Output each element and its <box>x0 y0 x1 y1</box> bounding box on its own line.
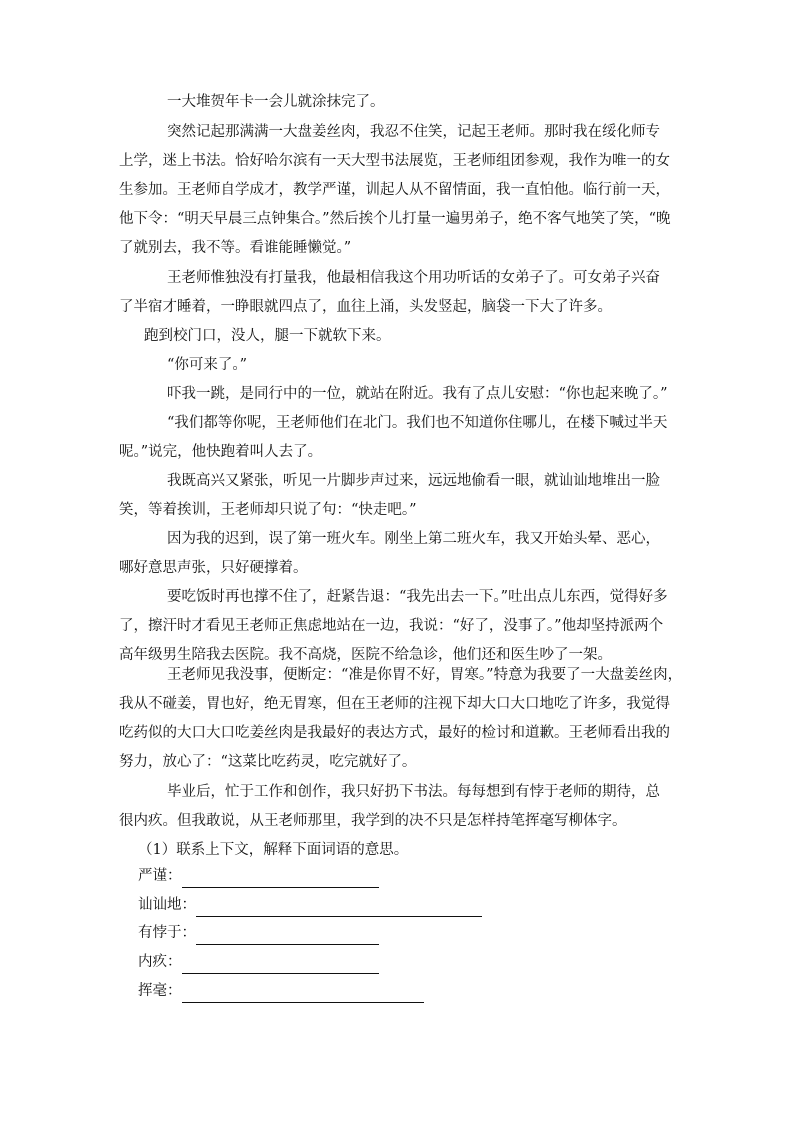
text-line: 王老师见我没事，便断定：“准是你胃不好，胃寒。”特意为我要了一大盘姜丝肉， <box>167 667 683 683</box>
answer-row-huihao <box>138 979 424 1003</box>
text-line: 我从不碰姜，胃也好，绝无胃寒，但在王老师的注视下却大口大口地吃了许多，我觉得 <box>119 696 670 712</box>
answer-label: 严谨： <box>138 868 182 884</box>
text-line: 我既高兴又紧张，听见一片脚步声过来，远远地偷看一眼，就讪讪地堆出一脸 <box>167 473 660 489</box>
text-line: 跑到校门口，没人，腿一下就软下来。 <box>144 328 391 344</box>
paragraph <box>119 322 679 351</box>
paragraph <box>119 583 679 670</box>
answer-blank[interactable] <box>182 871 379 888</box>
paragraph <box>119 778 679 836</box>
paragraph <box>119 264 679 322</box>
text-line: 呢。”说完，他快跑着叫人去了。 <box>119 444 323 460</box>
text-line: 了半宿才睡着，一睁眼就四点了，血往上涌，头发竖起，脑袋一下大了许多。 <box>119 299 612 315</box>
text-line: 了就别去，我不等。看谁能睡懒觉。” <box>119 240 352 256</box>
text-line: 他下令：“明天早晨三点钟集合。”然后挨个儿打量一遍男弟子，绝不客气地笑了笑，“晚 <box>119 211 671 227</box>
answer-row-neijiu <box>138 950 379 974</box>
answer-row-yanjin <box>138 864 379 888</box>
text-line: 哪好意思声张，只好硬撑着。 <box>119 560 308 576</box>
answer-label: 挥毫： <box>138 983 182 999</box>
text-line: 了，擦汗时才看见王老师正焦虑地站在一边，我说：“好了，没事了。”他却坚持派两个 <box>119 618 664 634</box>
answer-label: 讪讪地： <box>138 897 196 913</box>
paragraph <box>119 118 679 263</box>
paragraph <box>119 380 679 409</box>
paragraph <box>119 525 679 583</box>
text-line: “我们都等你呢，王老师他们在北门。我们也不知道你住哪儿，在楼下喊过半天 <box>167 415 668 431</box>
text-line: 努力，放心了：“这菜比吃药灵，吃完就好了。 <box>119 754 417 770</box>
paragraph <box>119 661 683 777</box>
text-line: 毕业后，忙于工作和创作，我只好扔下书法。每每想到有悖于老师的期待，总 <box>167 784 660 800</box>
text-line: “你可来了。” <box>167 357 248 373</box>
text-line: 高年级男生陪我去医院。我不高烧，医院不给急诊，他们还和医生吵了一架。 <box>119 647 612 663</box>
paragraph <box>119 467 679 525</box>
text-line: 因为我的迟到，误了第一班火车。刚坐上第二班火车，我又开始头晕、恶心， <box>167 531 660 547</box>
paragraph <box>119 351 679 380</box>
text-line: 王老师惟独没有打量我，他最相信我这个用功听话的女弟子了。可女弟子兴奋 <box>167 270 660 286</box>
paragraph <box>119 409 679 467</box>
text-line: 上学，迷上书法。恰好哈尔滨有一天大型书法展览，王老师组团参观，我作为唯一的女 <box>119 153 670 169</box>
answer-label: 有悖于： <box>138 925 196 941</box>
text-line: 笑，等着挨训，王老师却只说了句：“快走吧。” <box>119 502 417 518</box>
question-prompt: （1）联系上下文，解释下面词语的意思。 <box>138 842 409 858</box>
answer-row-shanshandi <box>138 893 482 917</box>
text-line: 吃药似的大口大口吃姜丝肉是我最好的表达方式，最好的检讨和道歉。王老师看出我的 <box>119 725 670 741</box>
text-line: 突然记起那满满一大盘姜丝肉，我忍不住笑，记起王老师。那时我在绥化师专 <box>167 124 660 140</box>
text-line: 生参加。王老师自学成才，教学严谨，训起人从不留情面，我一直怕他。临行前一天， <box>119 182 670 198</box>
answer-blank[interactable] <box>196 928 379 945</box>
text-line: 很内疚。但我敢说，从王老师那里，我学到的决不只是怎样持笔挥毫写柳体字。 <box>119 813 627 829</box>
text-line: 吓我一跳，是同行中的一位，就站在附近。我有了点儿安慰：“你也起来晚了。” <box>167 386 668 402</box>
answer-blank[interactable] <box>182 986 424 1003</box>
text-line: 一大堆贺年卡一会儿就涂抹完了。 <box>167 94 385 110</box>
answer-row-youbeiyu <box>138 921 379 945</box>
text-line: 要吃饭时再也撑不住了，赶紧告退：“我先出去一下。”吐出点儿东西，觉得好多 <box>167 589 668 605</box>
answer-blank[interactable] <box>196 900 482 917</box>
answer-blank[interactable] <box>182 957 379 974</box>
answer-label: 内疚： <box>138 954 182 970</box>
paragraph <box>119 88 679 117</box>
